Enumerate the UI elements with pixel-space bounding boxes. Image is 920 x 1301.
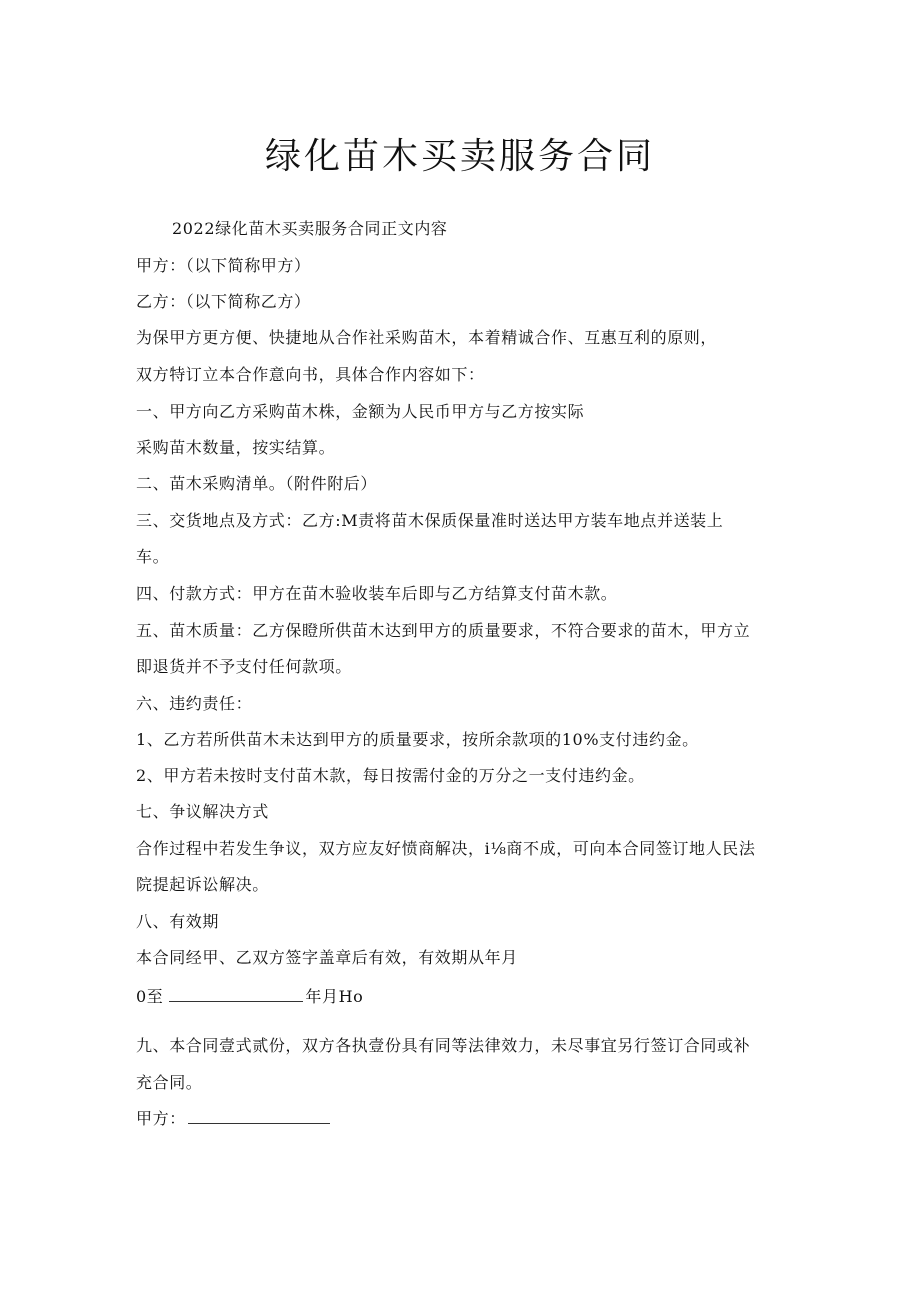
clause-6-item-2: 2、甲方若未按时支付苗木款，每日按需付金的万分之一支付违约金。 bbox=[136, 766, 645, 785]
clause-3-line-2: 车。 bbox=[136, 547, 170, 566]
validity-date-blank bbox=[169, 985, 303, 1002]
clause-5-line-2: 即退货并不予支付任何款项。 bbox=[136, 657, 352, 676]
intro-line-1: 为保甲方更方便、快捷地从合作社采购苗木，本着精诚合作、互惠互利的原则， bbox=[136, 328, 718, 347]
validity-end-text: 年月Ho bbox=[305, 987, 364, 1006]
clause-1-line-1: 一、甲方向乙方采购苗木株，金额为人民币甲方与乙方按实际 bbox=[136, 402, 585, 421]
clause-9-line-2: 充合同。 bbox=[136, 1073, 203, 1092]
clause-9-line-1: 九、本合同壹式贰份，双方各执壹份具有同等法律效力，未尽事宜另行签订合同或补 bbox=[136, 1036, 751, 1055]
clause-1-line-2: 采购苗木数量，按实结算。 bbox=[136, 438, 336, 457]
clause-8-line-1: 本合同经甲、乙双方签字盖章后有效，有效期从年月 bbox=[136, 948, 518, 967]
clause-4-line: 四、付款方式：甲方在苗木验收装车后即与乙方结算支付苗木款。 bbox=[136, 584, 618, 603]
clause-5-line-1: 五、苗木质量：乙方保瞪所供苗木达到甲方的质量要求，不符合要求的苗木，甲方立 bbox=[136, 621, 751, 640]
party-a-line: 甲方：（以下简称甲方） bbox=[136, 256, 311, 275]
clause-3-line-1: 三、交货地点及方式：乙方:M责将苗木保质保量准时送达甲方装车地点并送装上 bbox=[136, 511, 724, 530]
signature-party-a-label: 甲方： bbox=[136, 1109, 186, 1128]
document-title: 绿化苗木买卖服务合同 bbox=[264, 136, 655, 177]
document-subtitle: 2022绿化苗木买卖服务合同正文内容 bbox=[172, 219, 448, 238]
clause-7-line-2: 院提起诉讼解决。 bbox=[136, 875, 269, 894]
clause-7-heading: 七、争议解决方式 bbox=[136, 802, 269, 821]
clause-8-heading: 八、有效期 bbox=[136, 912, 220, 931]
clause-6-heading: 六、违约责任： bbox=[136, 694, 253, 713]
signature-party-a bbox=[136, 1107, 330, 1131]
signature-blank bbox=[188, 1107, 330, 1124]
party-b-line: 乙方：（以下简称乙方） bbox=[136, 292, 311, 311]
clause-7-line-1: 合作过程中若发生争议，双方应友好愤商解决，i⅛商不成，可向本合同签订地人民法 bbox=[136, 839, 756, 858]
clause-8-line-2 bbox=[136, 985, 363, 1009]
clause-2-line: 二、苗木采购清单。（附件附后） bbox=[136, 474, 378, 493]
validity-start-text: 0至 bbox=[136, 987, 164, 1006]
intro-line-2: 双方特订立本合作意向书，具体合作内容如下： bbox=[136, 365, 485, 384]
clause-6-item-1: 1、乙方若所供苗木未达到甲方的质量要求，按所余款项的10%支付违约金。 bbox=[136, 730, 699, 749]
